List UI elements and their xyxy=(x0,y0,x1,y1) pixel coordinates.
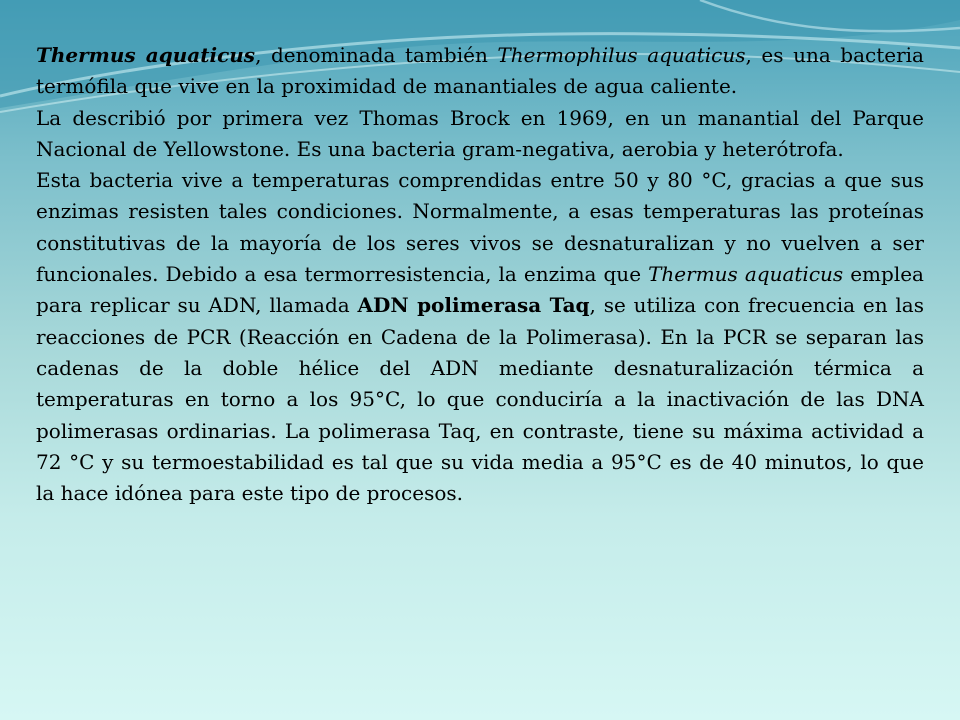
text-segment: , es una bacteria termófila que vive en la proximidad de manantiales de agua caliente. xyxy=(36,43,924,99)
species-name: Thermus aquaticus xyxy=(36,43,256,67)
paragraph-taxonomy xyxy=(36,40,924,103)
paragraph-discovery xyxy=(36,103,924,166)
species-synonym: Thermophilus aquaticus xyxy=(497,43,746,67)
paragraph-thermostability xyxy=(36,165,924,509)
species-name-inline: Thermus aquaticus xyxy=(648,262,844,287)
text-segment: La describió por primera vez Thomas Brock en 1969, en un manantial del Parque Nacional de Yellowstone. Es una bacteria gram-negativa, aerobia y heterótrofa. xyxy=(36,105,924,161)
enzyme-name: ADN polimerasa Taq xyxy=(357,293,590,318)
text-segment: , se utiliza con frecuencia en las reacciones de PCR (Reacción en Cadena de la Polimerasa). En la PCR se separan las cadenas de la doble hélice del ADN mediante desnaturalización térmica a temperaturas en torno a los 95°C, lo que conduciría a la inactivación de las DNA polimerasas ordinarias. La polimerasa Taq, en contraste, tiene su máxima actividad a 72 °C y su termoestabilidad es tal que su vida media a 95°C es de 40 minutos, lo que la hace idónea para este tipo de procesos. xyxy=(36,293,924,506)
text-segment: Esta bacteria vive a temperaturas comprendidas entre 50 y 80 °C, gracias a que sus enzimas resisten tales condiciones. Normalmente, a esas temperaturas las proteínas constitutivas de la mayoría de los seres vivos se desnaturalizan y no vuelven a ser funcionales. Debido a esa termorresistencia, la enzima que xyxy=(36,168,924,287)
text-body xyxy=(36,40,924,509)
text-segment: , denominada también xyxy=(255,43,498,67)
text-segment: emplea para replicar su ADN, llamada xyxy=(36,262,924,318)
